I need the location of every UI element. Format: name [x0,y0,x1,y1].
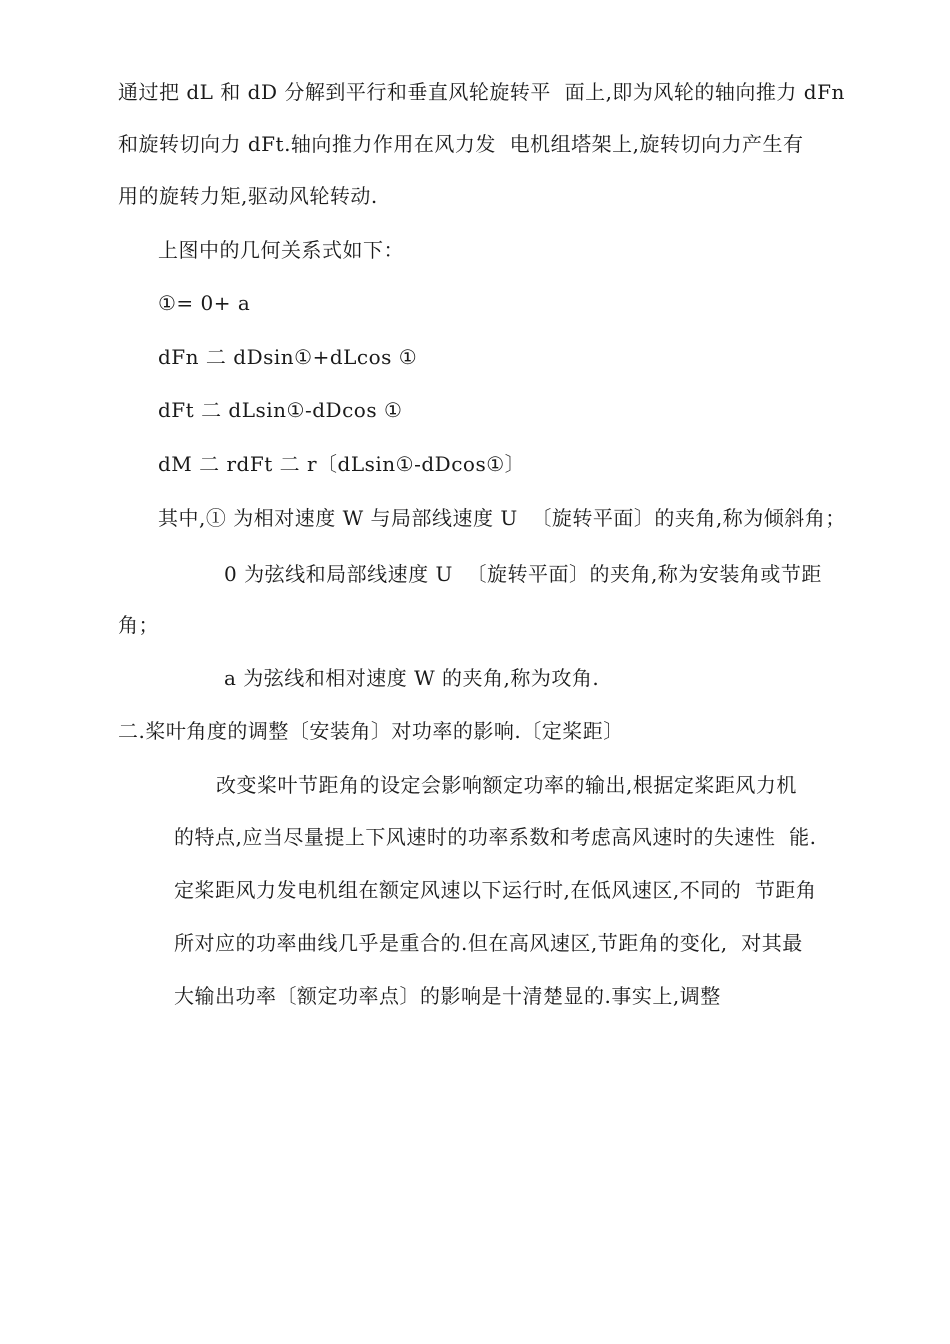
paragraph-line: a 为弦线和相对速度 W 的夹角,称为攻角. [224,666,600,690]
paragraph-line: 其中,① 为相对速度 W 与局部线速度 U 〔旋转平面〕的夹角,称为倾斜角； [158,506,846,530]
paragraph-line: 改变桨叶节距角的设定会影响额定功率的输出,根据定桨距风力机 [216,773,797,797]
formula-line: ①= 0+ a [158,291,251,315]
formula-line: dM 二 rdFt 二 r〔dLsin①-dDcos①〕 [158,452,526,476]
paragraph-line: 角； [118,613,159,637]
section-heading: 二.桨叶角度的调整〔安装角〕对功率的影响.〔定桨距〕 [118,719,624,743]
paragraph-line: 0 为弦线和局部线速度 U 〔旋转平面〕的夹角,称为安装角或节距 [224,562,822,586]
paragraph-line: 所对应的功率曲线几乎是重合的.但在高风速区,节距角的变化, 对其最 [174,931,803,955]
paragraph-line: 定桨距风力发电机组在额定风速以下运行时,在低风速区,不同的 节距角 [174,878,817,902]
paragraph-line: 大输出功率〔额定功率点〕的影响是十清楚显的.事实上,调整 [174,984,721,1008]
paragraph-line: 通过把 dL 和 dD 分解到平行和垂直风轮旋转平 面上,即为风轮的轴向推力 dFn [118,80,845,104]
formula-line: dFn 二 dDsin①+dLcos ① [158,345,418,369]
formula-line: dFt 二 dLsin①-dDcos ① [158,398,403,422]
paragraph-line: 上图中的几何关系式如下： [158,238,404,262]
paragraph-line: 用的旋转力矩,驱动风轮转动. [118,184,378,208]
paragraph-line: 和旋转切向力 dFt.轴向推力作用在风力发 电机组塔架上,旋转切向力产生有 [118,132,804,156]
paragraph-line: 的特点,应当尽量提上下风速时的功率系数和考虑高风速时的失速性 能. [174,825,817,849]
